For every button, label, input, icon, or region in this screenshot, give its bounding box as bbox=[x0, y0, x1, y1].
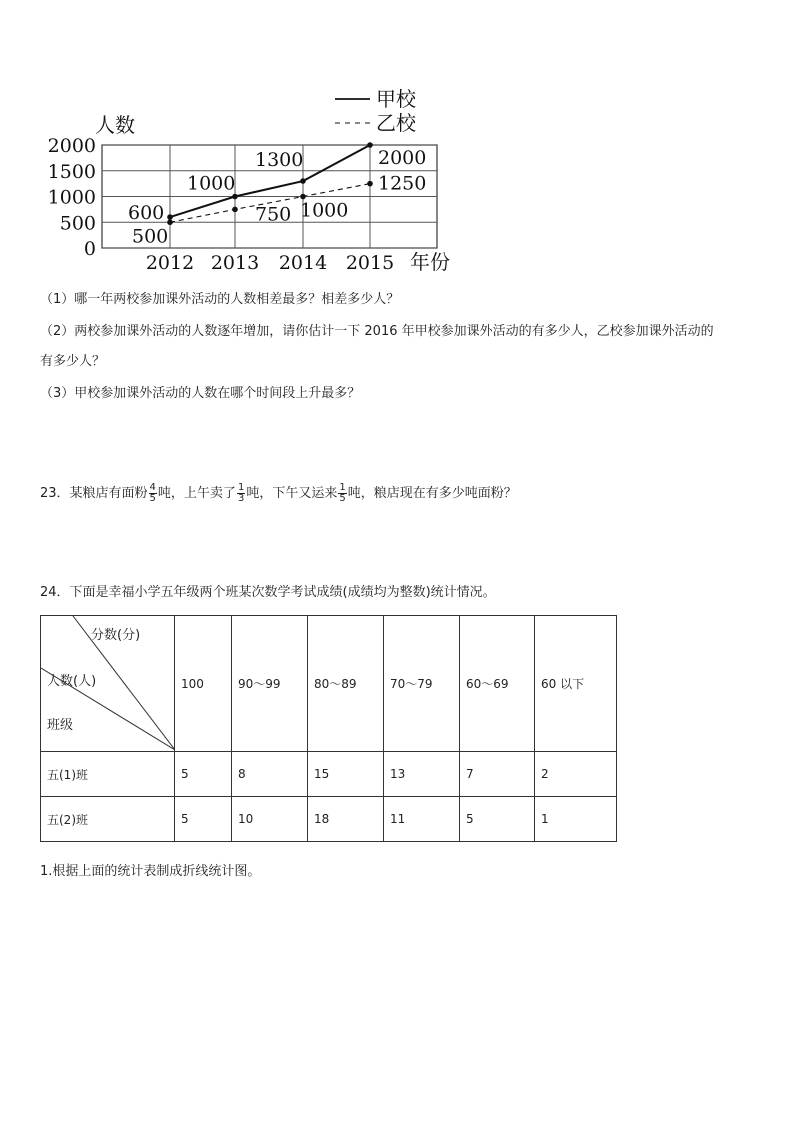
question-23 bbox=[40, 480, 517, 508]
table-cell: 10 bbox=[232, 797, 308, 842]
question-1: （1）哪一年两校参加课外活动的人数相差最多？相差多少人？ bbox=[40, 292, 400, 307]
line-chart bbox=[40, 80, 470, 280]
row-header: 五(1)班 bbox=[41, 752, 175, 797]
column-header: 70～79 bbox=[384, 616, 460, 752]
x-tick-label: 2012 bbox=[145, 252, 195, 274]
column-header: 100 bbox=[175, 616, 232, 752]
fraction-one-fifth: $\frac{1}{5}$ bbox=[339, 482, 346, 504]
q23-text-2: 吨，上午卖了 bbox=[157, 486, 236, 501]
x-tick-label: 2014 bbox=[278, 252, 328, 274]
fraction-four-fifths: $\frac{4}{5}$ bbox=[149, 482, 156, 504]
data-label: 600 bbox=[128, 202, 165, 225]
table-cell: 13 bbox=[384, 752, 460, 797]
y-tick-label: 1500 bbox=[47, 160, 96, 183]
data-point bbox=[367, 142, 373, 148]
chart-legend bbox=[335, 87, 417, 135]
y-tick-label: 0 bbox=[83, 238, 96, 260]
diagonal-header-cell bbox=[41, 616, 175, 752]
table-row bbox=[41, 797, 617, 842]
data-label: 1250 bbox=[378, 172, 427, 195]
data-label: 1000 bbox=[187, 172, 236, 195]
table-row bbox=[41, 752, 617, 797]
table-cell: 15 bbox=[308, 752, 384, 797]
data-label: 500 bbox=[132, 225, 169, 248]
question-2-line1: （2）两校参加课外活动的人数逐年增加，请你估计一下 2016 年甲校参加课外活动的有多少人，乙校参加课外活动的 bbox=[40, 324, 714, 339]
data-label: 750 bbox=[255, 203, 292, 226]
table-cell: 5 bbox=[460, 797, 535, 842]
table-cell: 5 bbox=[175, 797, 232, 842]
table-cell: 2 bbox=[535, 752, 617, 797]
data-point bbox=[167, 219, 173, 225]
y-tick-labels bbox=[48, 135, 96, 260]
score-table bbox=[40, 615, 617, 842]
data-point bbox=[300, 178, 306, 184]
table-cell: 8 bbox=[232, 752, 308, 797]
header-score-label: 分数(分) bbox=[91, 628, 141, 643]
chart-series bbox=[128, 142, 426, 247]
question-24-task: 1.根据上面的统计表制成折线统计图。 bbox=[40, 864, 261, 879]
y-tick-label: 500 bbox=[59, 212, 96, 235]
fraction-one-third: $\frac{1}{3}$ bbox=[237, 482, 245, 504]
question-3: （3）甲校参加课外活动的人数在哪个时间段上升最多？ bbox=[40, 386, 361, 401]
table-cell: 11 bbox=[384, 797, 460, 842]
legend-label: 甲校 bbox=[376, 87, 416, 111]
q23-text-3: 吨，下午又运来 bbox=[246, 486, 338, 501]
q23-text-1: 23．某粮店有面粉 bbox=[40, 486, 148, 501]
x-axis-label: 年份 bbox=[410, 250, 450, 274]
table-cell: 18 bbox=[308, 797, 384, 842]
data-point bbox=[167, 214, 173, 220]
data-label: 1300 bbox=[255, 149, 304, 172]
x-tick-label: 2013 bbox=[210, 252, 260, 274]
table-header-row bbox=[41, 616, 617, 752]
data-point bbox=[232, 194, 238, 200]
question-2-line2: 有多少人？ bbox=[40, 354, 106, 369]
x-tick-labels bbox=[146, 252, 394, 274]
data-point bbox=[367, 181, 373, 187]
row-header: 五(2)班 bbox=[41, 797, 175, 842]
column-header: 90～99 bbox=[232, 616, 308, 752]
column-header: 60 以下 bbox=[535, 616, 617, 752]
column-header: 80～89 bbox=[308, 616, 384, 752]
table-cell: 1 bbox=[535, 797, 617, 842]
legend-label: 乙校 bbox=[376, 111, 416, 135]
table-cell: 7 bbox=[460, 752, 535, 797]
header-class-label: 班级 bbox=[47, 718, 74, 733]
table-cell: 5 bbox=[175, 752, 232, 797]
data-label: 1000 bbox=[300, 199, 349, 222]
y-tick-label: 1000 bbox=[47, 186, 96, 209]
data-point bbox=[232, 207, 238, 213]
q23-text-4: 吨，粮店现在有多少吨面粉？ bbox=[347, 486, 517, 501]
y-axis-label: 人数 bbox=[95, 113, 135, 137]
header-count-label: 人数(人) bbox=[47, 674, 97, 689]
x-tick-label: 2015 bbox=[345, 252, 395, 274]
column-header: 60～69 bbox=[460, 616, 535, 752]
data-label: 2000 bbox=[378, 147, 427, 169]
y-tick-label: 2000 bbox=[47, 135, 96, 157]
data-point bbox=[300, 194, 306, 200]
question-24-intro: 24．下面是幸福小学五年级两个班某次数学考试成绩(成绩均为整数)统计情况。 bbox=[40, 585, 496, 600]
